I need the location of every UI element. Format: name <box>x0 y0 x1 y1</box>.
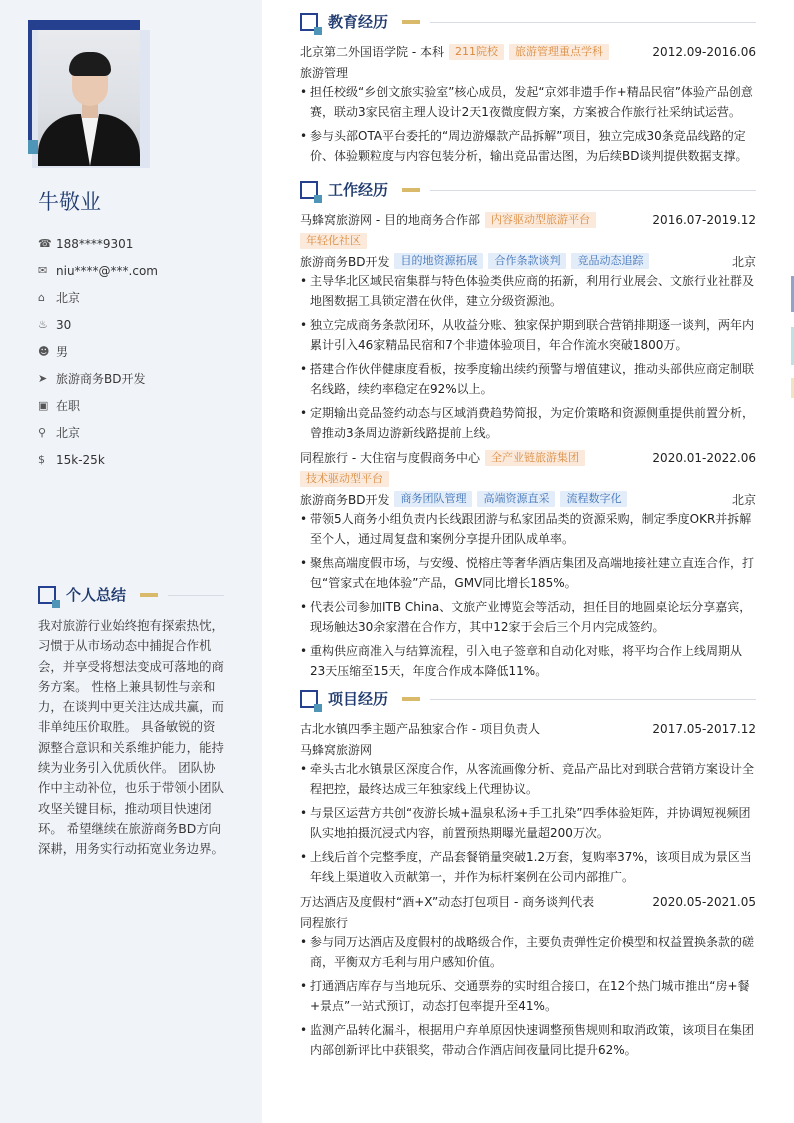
info-row <box>38 257 238 284</box>
school-tag: 211院校 <box>449 44 504 60</box>
info-text: 在职 <box>56 399 81 413</box>
project-company <box>300 739 756 759</box>
skill-tag: 高端资源直采 <box>477 491 555 507</box>
briefcase-icon: ▣ <box>38 399 49 412</box>
info-text: 188****9301 <box>56 236 134 251</box>
work-section-header <box>300 180 756 202</box>
bullet-item: • 定期输出竞品签约动态与区域消费趋势简报，为定价策略和资源侧重提供前置分析，曾推动3条周边游新线路提前上线。 <box>300 403 756 443</box>
bullet-item: • 搭建合作伙伴健康度看板，按季度输出续约预警与增值建议，推动头部供应商定制联名线路，续约率稳定在92%以上。 <box>300 359 756 399</box>
education-entry-header <box>300 41 756 62</box>
company-name: 同程旅行 - 大住宿与度假商务中心 <box>300 451 480 465</box>
info-text: 旅游商务BD开发 <box>56 372 146 386</box>
bullet-item: • 重构供应商准入与结算流程，引入电子签章和自动化对账，将平均合作上线周期从23天压缩至15天，年度合作成本降低11%。 <box>300 641 756 681</box>
project-entry-header <box>300 718 756 739</box>
skill-tag: 商务团队管理 <box>394 491 472 507</box>
info-row <box>38 419 238 446</box>
company-tag-line <box>300 230 756 251</box>
skill-tag: 合作条款谈判 <box>488 253 566 269</box>
project-company-name: 马蜂窝旅游网 <box>300 742 373 757</box>
bullet-list <box>300 932 756 1060</box>
info-row <box>38 446 238 473</box>
company-name: 马蜂窝旅游网 - 目的地商务合作部 <box>300 213 480 227</box>
bullet-item: • 独立完成商务条款闭环，从收益分账、独家保护期到联合营销排期逐一谈判，两年内累计引入46家精品民宿和7个非遗体验项目，年合作流水突破1800万。 <box>300 315 756 355</box>
send-icon: ➤ <box>38 372 48 385</box>
job-city: 北京 <box>731 492 756 507</box>
date-range: 2012.09-2016.06 <box>652 44 756 59</box>
bullet-item: • 参与同万达酒店及度假村的战略级合作，主要负责弹性定价模型和权益置换条款的磋商，平衡双方毛利与用户感知价值。 <box>300 932 756 972</box>
skill-tag: 目的地资源拓展 <box>394 253 483 269</box>
home-icon: ⌂ <box>38 291 45 304</box>
summary-text: 我对旅游行业始终抱有探索热忱，习惯于从市场动态中捕捉合作机会，并享受将想法变成可落地的商务方案。 性格上兼具韧性与亲和力，在谈判中更关注达成共赢，而非单纯压价取胜。 具备敏锐的资源整合意识和关系维护能力，能持续为业务引入优质伙伴。 团队协作中主动补位，也乐于带领小团队攻坚关键目标，推动项目快速闭环。 希望继续在旅游商务BD方向深耕，用务实行动拓宽业务边界。 <box>38 618 224 857</box>
projects-section <box>300 689 756 1064</box>
section-square-icon <box>38 586 56 604</box>
company-tag: 年轻化社区 <box>300 233 367 249</box>
projects-section-header <box>300 689 756 711</box>
avatar <box>38 30 140 166</box>
skill-tag: 竞品动态追踪 <box>571 253 649 269</box>
salary-icon: $ <box>38 453 45 466</box>
job-title: 旅游商务BD开发 <box>300 492 390 507</box>
school-name: 北京第二外国语学院 - 本科 <box>300 45 444 59</box>
bullet-item: • 聚焦高端度假市场，与安缦、悦榕庄等奢华酒店集团及高端地接社建立直连合作，打包“管家式在地体验”产品，GMV同比增长185%。 <box>300 553 756 593</box>
info-text: niu****@***.com <box>56 263 158 278</box>
school-tag: 旅游管理重点学科 <box>509 44 609 60</box>
date-range: 2016.07-2019.12 <box>652 212 756 227</box>
bullet-item: • 打通酒店库存与当地玩乐、交通票券的实时组合接口，在12个热门城市推出“房+餐+景点”一站式预订，动态打包率提升至41%。 <box>300 976 756 1016</box>
sidebar <box>0 0 262 1123</box>
education-section-header <box>300 12 756 34</box>
major <box>300 62 756 82</box>
date-range: 2017.05-2017.12 <box>652 721 756 736</box>
date-range: 2020.05-2021.05 <box>652 894 756 909</box>
info-text: 30 <box>56 317 72 332</box>
location-icon: ⚲ <box>38 426 47 439</box>
work-title: 工作经历 <box>328 181 389 199</box>
company-tag: 全产业链旅游集团 <box>485 450 585 466</box>
project-name: 古北水镇四季主题产品独家合作 - 项目负责人 <box>300 722 540 736</box>
education-title: 教育经历 <box>328 13 389 31</box>
work-entry-header <box>300 209 756 230</box>
bullet-item: • 担任校级“乡创文旅实验室”核心成员，发起“京郊非遗手作+精品民宿”体验产品创意赛，联动3家民宿主理人设计2天1夜微度假方案，方案被合作旅行社采纳试运营。 <box>300 82 756 122</box>
job-city: 北京 <box>731 254 756 269</box>
candidate-name: 牛敬业 <box>38 190 101 214</box>
bullet-item: • 与景区运营方共创“夜游长城+温泉私汤+手工扎染”四季体验矩阵，并协调短视频团队实地拍摄沉浸式内容，前置预热期曝光量超200万次。 <box>300 803 756 843</box>
info-row <box>38 284 238 311</box>
phone-icon: ☎ <box>38 237 52 250</box>
project-company-name: 同程旅行 <box>300 915 349 930</box>
bullet-list <box>300 509 756 681</box>
company-tag: 内容驱动型旅游平台 <box>485 212 596 228</box>
info-row <box>38 338 238 365</box>
profile-photo-frame <box>28 20 152 168</box>
gender-icon: ☻ <box>38 345 50 358</box>
info-text: 北京 <box>56 291 81 305</box>
section-square-icon <box>300 181 318 199</box>
info-text: 北京 <box>56 426 81 440</box>
info-row <box>38 392 238 419</box>
major-name: 旅游管理 <box>300 65 349 80</box>
bullet-list <box>300 759 756 887</box>
company-tag-line <box>300 468 756 489</box>
info-row <box>38 230 238 257</box>
company-tag: 技术驱动型平台 <box>300 471 389 487</box>
mail-icon: ✉ <box>38 264 48 277</box>
role-line <box>300 489 756 509</box>
summary-section-header <box>38 585 228 607</box>
projects-list <box>300 718 756 1060</box>
bullet-item: • 主导华北区域民宿集群与特色体验类供应商的拓新，利用行业展会、文旅行业社群及地图数据工具锁定潜在伙伴，建立分级资源池。 <box>300 271 756 311</box>
education-section <box>300 12 756 170</box>
bullet-item: • 上线后首个完整季度，产品套餐销量突破1.2万套，复购率37%，该项目成为景区当年线上渠道收入贡献第一，并作为标杆案例在公司内部推广。 <box>300 847 756 887</box>
date-range: 2020.01-2022.06 <box>652 450 756 465</box>
info-row <box>38 311 238 338</box>
section-square-icon <box>300 690 318 708</box>
bullet-item: • 代表公司参加ITB China、文旅产业博览会等活动，担任目的地圆桌论坛分享嘉宾，现场触达30余家潜在合作方，其中12家于会后三个月内完成签约。 <box>300 597 756 637</box>
skill-tag: 流程数字化 <box>560 491 627 507</box>
personal-info-list <box>38 230 238 473</box>
work-section <box>300 180 756 685</box>
bullet-list <box>300 82 756 166</box>
education-list <box>300 41 756 166</box>
project-name: 万达酒店及度假村“酒+X”动态打包项目 - 商务谈判代表 <box>300 895 595 909</box>
bullet-list <box>300 271 756 443</box>
project-entry-header <box>300 891 756 912</box>
section-square-icon <box>300 13 318 31</box>
role-line <box>300 251 756 271</box>
job-title: 旅游商务BD开发 <box>300 254 390 269</box>
info-row <box>38 365 238 392</box>
bullet-item: • 带领5人商务小组负责内长线跟团游与私家团品类的资源采购，制定季度OKR并拆解至个人，通过周复盘和案例分享提升团队成单率。 <box>300 509 756 549</box>
work-list <box>300 209 756 681</box>
info-text: 15k-25k <box>56 452 105 467</box>
age-icon: ♨ <box>38 318 48 331</box>
project-company <box>300 912 756 932</box>
projects-title: 项目经历 <box>328 690 389 708</box>
summary-title: 个人总结 <box>66 586 127 604</box>
bullet-item: • 参与头部OTA平台委托的“周边游爆款产品拆解”项目，独立完成30条竞品线路的定价、体验颗粒度与内容包装分析，输出竞品雷达图，为后续BD谈判提供数据支撑。 <box>300 126 756 166</box>
bullet-item: • 监测产品转化漏斗，根据用户弃单原因快速调整预售规则和取消政策，该项目在集团内部创新评比中获银奖，带动合作酒店间夜量同比提升62%。 <box>300 1020 756 1060</box>
info-text: 男 <box>56 345 69 359</box>
work-entry-header <box>300 447 756 468</box>
bullet-item: • 牵头古北水镇景区深度合作，从客流画像分析、竞品产品比对到联合营销方案设计全程把控，最终达成三年独家线上代理协议。 <box>300 759 756 799</box>
